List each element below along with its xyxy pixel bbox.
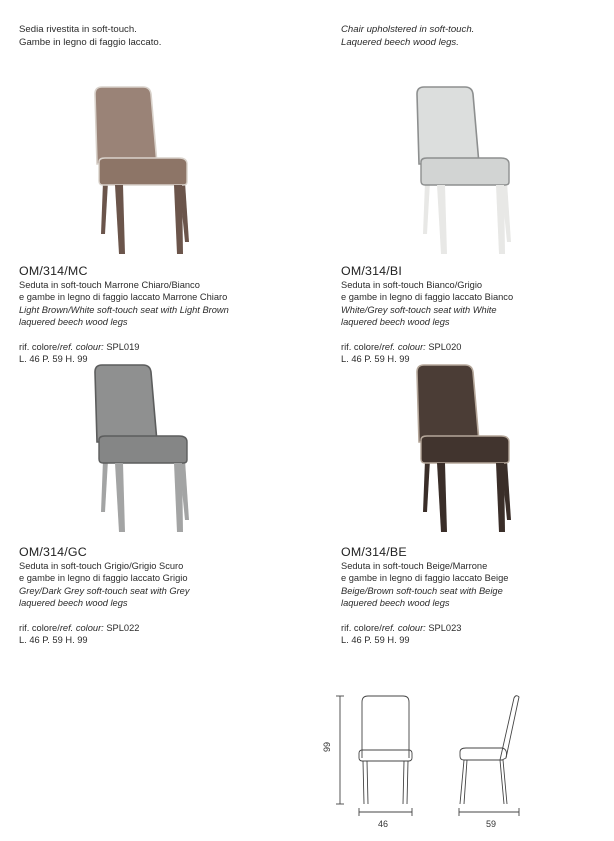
description-en-2: laquered beech wood legs: [19, 317, 128, 328]
ref-code: SPL020: [425, 341, 462, 352]
description-en-1: Light Brown/White soft-touch seat with Light Brown: [19, 304, 229, 315]
chair-seat: [421, 436, 509, 463]
color-reference: [19, 622, 289, 634]
rear-leg-left: [101, 182, 108, 234]
ref-code: SPL019: [103, 341, 140, 352]
description-it-2: e gambe in legno di faggio laccato Beige: [341, 573, 509, 584]
chair-backrest: [417, 87, 479, 164]
description-it-1: Seduta in soft-touch Marrone Chiaro/Bianco: [19, 280, 200, 290]
front-leg-left: [115, 185, 125, 254]
front-leg-right: [174, 463, 183, 532]
product-text: [19, 264, 289, 365]
description-en-2: laquered beech wood legs: [341, 317, 450, 328]
intro-it-line2: Gambe in legno di faggio laccato.: [19, 36, 162, 48]
dimensions: L. 46 P. 59 H. 99: [19, 354, 88, 365]
ref-prefix: rif. colore/: [341, 341, 382, 352]
height-label: 99: [322, 741, 333, 753]
dimension-drawing: [318, 686, 548, 836]
description-it-1: Seduta in soft-touch Bianco/Grigio: [341, 280, 483, 290]
chair-photo: [19, 362, 289, 540]
description-en-1: Beige/Brown soft-touch seat with Beige: [341, 585, 503, 596]
ref-code: SPL023: [425, 622, 462, 633]
dimensions: L. 46 P. 59 H. 99: [19, 635, 88, 646]
intro-italian: [19, 24, 161, 49]
width-label: 46: [378, 819, 389, 829]
description-it-2: e gambe in legno di faggio laccato Bianco: [341, 292, 514, 303]
ref-label: ref. colour:: [59, 622, 104, 633]
ref-label: ref. colour:: [59, 341, 104, 352]
product-text: [341, 264, 611, 365]
ref-label: ref. colour:: [381, 622, 426, 633]
rear-leg-left: [423, 460, 430, 512]
front-leg-right: [496, 185, 505, 254]
ref-prefix: rif. colore/: [19, 622, 60, 633]
depth-label: 59: [486, 819, 497, 829]
intro-it-line1: Sedia rivestita in soft-touch.: [19, 24, 137, 35]
chair-backrest: [95, 87, 157, 164]
intro-en-line2: Laquered beech wood legs.: [341, 36, 459, 48]
product-code: OM/314/BE: [341, 545, 407, 559]
front-leg-right: [496, 463, 505, 532]
product-code: OM/314/MC: [19, 264, 88, 278]
ref-label: ref. colour:: [381, 341, 426, 352]
dimensions: L. 46 P. 59 H. 99: [341, 354, 410, 365]
product-text: [19, 545, 289, 646]
chair-backrest: [417, 365, 479, 442]
chair-photo: [341, 84, 611, 262]
chair-line-drawing: [318, 686, 548, 836]
front-leg-left: [115, 463, 125, 532]
color-reference: [341, 622, 611, 634]
front-leg-left: [437, 463, 447, 532]
product-text: [341, 545, 611, 646]
chair-photo: [341, 362, 611, 540]
ref-prefix: rif. colore/: [341, 622, 382, 633]
product-code: OM/314/BI: [341, 264, 403, 278]
color-reference: [341, 341, 611, 353]
intro-english: [341, 24, 474, 49]
chair-seat: [99, 436, 187, 463]
color-reference: [19, 341, 289, 353]
description-en-1: White/Grey soft-touch seat with White: [341, 304, 497, 315]
intro-en-line1: Chair upholstered in soft-touch.: [341, 24, 475, 35]
chair-photo: [19, 84, 289, 262]
dimensions: L. 46 P. 59 H. 99: [341, 635, 410, 646]
front-leg-right: [174, 185, 183, 254]
front-leg-left: [437, 185, 447, 254]
description-en-2: laquered beech wood legs: [341, 598, 450, 609]
description-it-1: Seduta in soft-touch Beige/Marrone: [341, 561, 488, 571]
product-code: OM/314/GC: [19, 545, 87, 559]
chair-seat: [99, 158, 187, 185]
description-it-2: e gambe in legno di faggio laccato Marrone Chiaro: [19, 292, 228, 303]
chair-backrest: [95, 365, 157, 442]
rear-leg-left: [423, 182, 430, 234]
description-en-2: laquered beech wood legs: [19, 598, 128, 609]
rear-leg-left: [101, 460, 108, 512]
ref-code: SPL022: [103, 622, 140, 633]
description-it-2: e gambe in legno di faggio laccato Grigio: [19, 573, 188, 584]
description-it-1: Seduta in soft-touch Grigio/Grigio Scuro: [19, 561, 184, 571]
description-en-1: Grey/Dark Grey soft-touch seat with Grey: [19, 585, 190, 596]
ref-prefix: rif. colore/: [19, 341, 60, 352]
chair-seat: [421, 158, 509, 185]
